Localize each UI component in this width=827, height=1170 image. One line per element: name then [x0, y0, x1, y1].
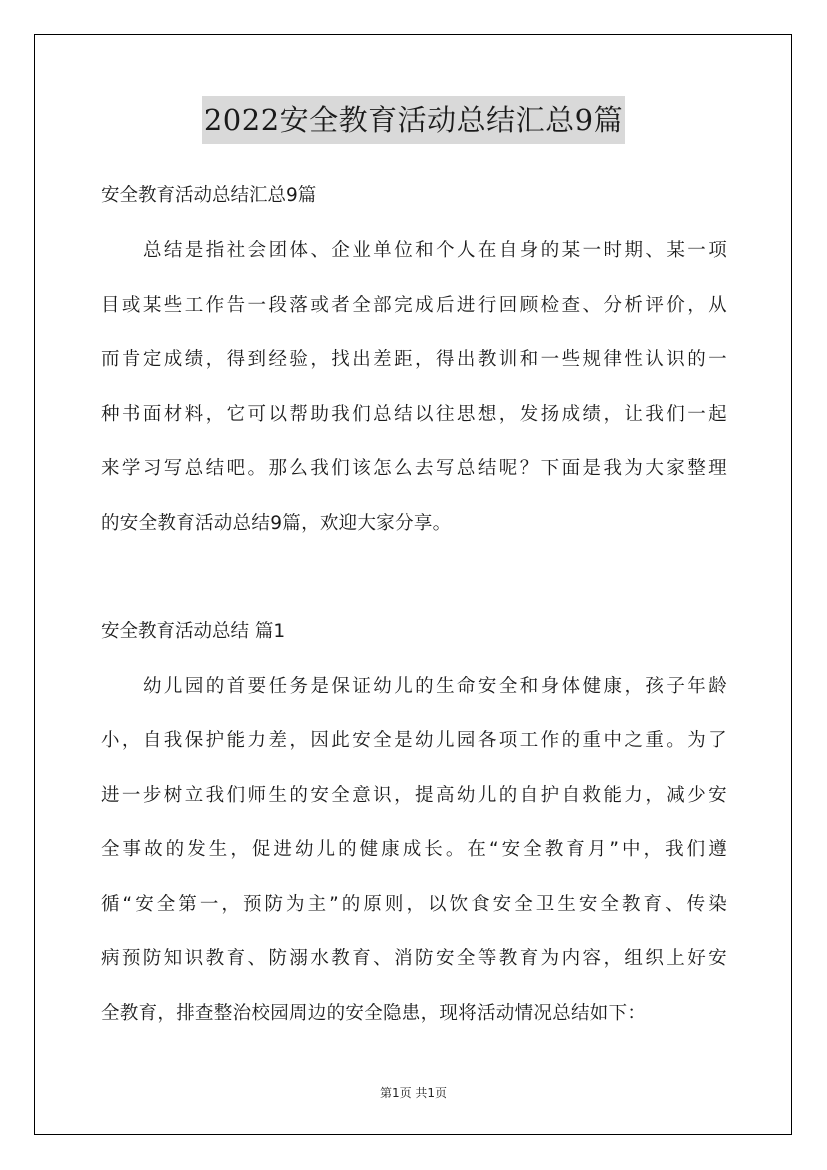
section-line: 幼儿园的首要任务是保证幼儿的生命安全和身体健康，孩子年龄	[143, 676, 727, 697]
section-heading: 安全教育活动总结 篇1	[101, 621, 286, 642]
intro-line: 总结是指社会团体、企业单位和个人在自身的某一时期、某一项	[143, 240, 727, 261]
intro-heading: 安全教育活动总结汇总9篇	[101, 185, 317, 206]
section-line: 小，自我保护能力差，因此安全是幼儿园各项工作的重中之重。为了	[101, 730, 727, 751]
page-footer: 第1页 共1页	[379, 1086, 448, 1100]
intro-line: 种书面材料，它可以帮助我们总结以往思想，发扬成绩，让我们一起	[101, 404, 727, 425]
intro-line: 而肯定成绩，得到经验，找出差距，得出教训和一些规律性认识的一	[101, 349, 727, 370]
section-line: 病预防知识教育、防溺水教育、消防安全等教育为内容，组织上好安	[101, 948, 727, 969]
section-line: 进一步树立我们师生的安全意识，提高幼儿的自护自救能力，减少安	[101, 785, 727, 806]
section-line: 循“安全第一，预防为主”的原则，以饮食安全卫生安全教育、传染	[101, 894, 727, 915]
title-container	[0, 96, 827, 144]
intro-line: 来学习写总结吧。那么我们该怎么去写总结呢？下面是我为大家整理	[101, 458, 727, 479]
document-title: 2022安全教育活动总结汇总9篇	[202, 96, 625, 144]
intro-line: 目或某些工作告一段落或者全部完成后进行回顾检查、分析评价，从	[101, 295, 727, 316]
section-line: 全教育，排查整治校园周边的安全隐患，现将活动情况总结如下：	[101, 1003, 647, 1024]
intro-line: 的安全教育活动总结9篇，欢迎大家分享。	[101, 513, 452, 534]
section-line: 全事故的发生，促进幼儿的健康成长。在“安全教育月”中，我们遵	[101, 839, 727, 860]
